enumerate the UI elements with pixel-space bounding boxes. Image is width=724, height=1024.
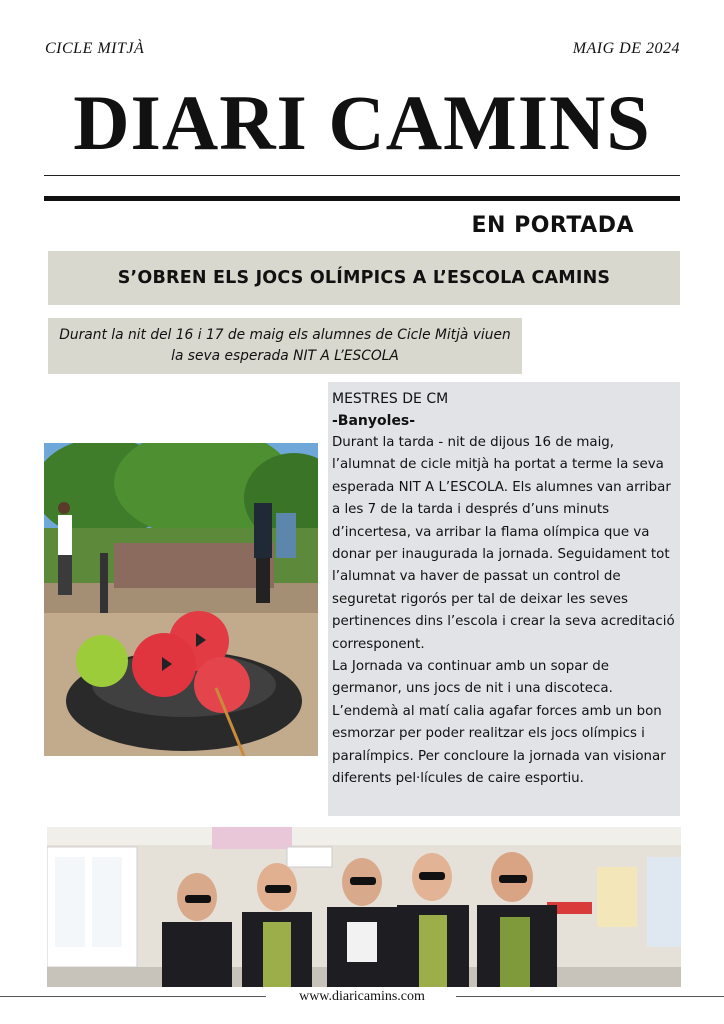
masthead-title: DIARI CAMINS [73,79,651,166]
article-paragraph: Durant la tarda - nit de dijous 16 de maig, l’alumnat de cicle mitjà ha portat a terme la seva esperada NIT A L’ESCOLA. Els alumnes van arribar a les 7 de la tarda i després d’uns minuts d’incertesa, va arribar la flama olímpica que va donar per inaugurada la jornada. Seguidament tot l’alumnat va haver de passat un control de seguretat rigorós per tal de deixar les seves pertinences dins l’escola i crear la seva acreditació corresponent. [332,435,675,652]
subheadline [59,325,511,367]
article-paragraph: L’endemà al matí calia agafar forces amb un bon esmorzar per poder realitzar els jocs olímpics i paralímpics. Per concloure la jornada van visionar diferents pel·lícules de caire esportiu. [332,703,666,787]
masthead-divider-thick [44,196,680,201]
article-place: -Banyoles- [332,413,416,429]
article-body [332,432,676,791]
article-column [328,382,680,816]
section-label: EN PORTADA [471,213,634,238]
article-byline: MESTRES DE CM [332,391,449,407]
photo-teachers-group-image [47,827,681,987]
footer-website: www.diaricamins.com [299,989,425,1004]
cycle-label: CICLE MITJÀ [45,40,145,57]
photo-teachers-group [47,827,681,987]
masthead-divider-thin [44,175,680,176]
headline-banner [48,251,680,305]
subheadline-line-2: la seva esperada NIT A L’ESCOLA [171,348,399,364]
article-paragraph: La Jornada va continuar amb un sopar de germanor, uns jocs de nit i una discoteca. [332,659,613,697]
photo-outdoor-ceremony [44,443,318,756]
subheadline-line-1: Durant la nit del 16 i 17 de maig els alumnes de Cicle Mitjà viuen [59,327,511,343]
photo-outdoor-ceremony-image [44,443,318,756]
issue-date: MAIG DE 2024 [572,40,680,57]
subheadline-box [48,318,522,374]
headline: S’OBREN ELS JOCS OLÍMPICS A L’ESCOLA CAMINS [117,268,611,288]
